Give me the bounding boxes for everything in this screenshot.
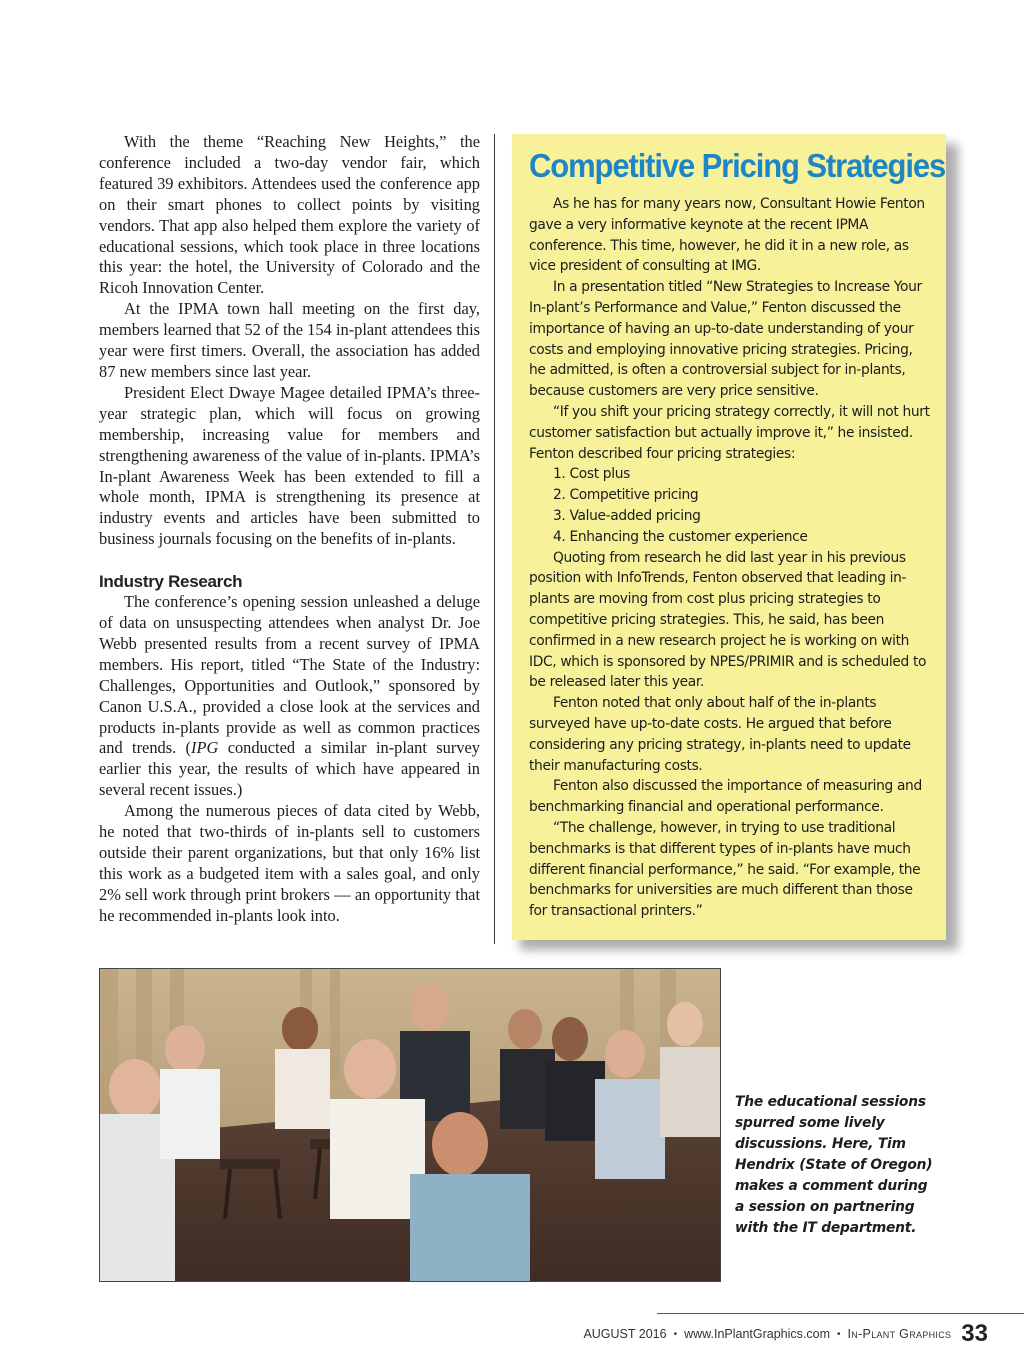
publication-name: In-Plant Graphics (847, 1327, 952, 1341)
conference-photo (99, 968, 721, 1282)
section-heading: Industry Research (99, 572, 243, 592)
left-column (99, 132, 480, 927)
publication-abbrev: IPG (191, 738, 219, 758)
website-url: www.InPlantGraphics.com (684, 1327, 830, 1341)
photo-caption: The educational sessions spurred some lively discussions. Here, Tim Hendrix (State of Oregon) makes a comment during a session on partnering with the IT department. (735, 1094, 933, 1236)
body-text: The conference’s opening session unleashed a deluge of data on unsuspecting attendees when analyst Dr. Joe Webb presented results from a recent survey of IPMA members. His report, titled “The State of the Industry: Challenges, Opportunities and Outlook,” sponsored by Canon U.S.A., provided a close look at the services and products in-plants provide as well as common practices and trends. (99, 592, 480, 758)
photo-illustration (100, 969, 720, 1281)
sidebar-paragraph: Fenton also discussed the importance of measuring and benchmarking financial and operational performance. (529, 778, 922, 816)
sidebar-paragraph: As he has for many years now, Consultant Howie Fenton gave a very informative keynote at the recent IPMA conference. This time, however, he did it in a new role, as vice president of consulting at IMG. (529, 196, 925, 275)
aside-text: ( (176, 738, 192, 758)
strategy-item: 3. Value-added pricing (553, 507, 701, 524)
sidebar-paragraph: In a presentation titled “New Strategies to Increase Your In-plant’s Performance and Value,” Fenton discussed the importance of having an up-to-date understanding of your costs and employing innovative pricing strategies. Pricing, he admitted, is often a controversial subject for in-plants, because customers are very price sensitive. (529, 279, 922, 400)
body-paragraph (99, 592, 480, 801)
body-paragraph: President Elect Dwaye Magee detailed IPMA’s three-year strategic plan, which will focus on growing membership, increasing value for members and strengthening awareness of the value of in-plants. IPMA’s In-plant Awareness Week has been extended to fill a whole month, IPMA is strengthening its presence at industry events and articles have been submitted to business journals focusing on the benefits of in-plants. (99, 382, 480, 549)
page-footer (583, 1320, 988, 1348)
strategy-list (529, 464, 931, 547)
sidebar-box (512, 134, 946, 940)
bullet-separator: • (837, 1329, 841, 1340)
issue-date: AUGUST 2016 (583, 1327, 667, 1341)
page-number: 33 (961, 1320, 988, 1347)
sidebar-title: Competitive Pricing Strategies (529, 147, 946, 184)
sidebar-body (529, 194, 931, 922)
body-paragraph: With the theme “Reaching New Heights,” the conference included a two-day vendor fair, which featured 39 exhibitors. Attendees used the conference app on their smart phones to collect points by visiting vendors. That app also helped them explore the variety of educational sessions, which took place in three locations this year: the hotel, the University of Colorado and the Ricoh Innovation Center. (99, 132, 480, 298)
aside-text: conducted a similar in-plant survey earlier this year, the results of which have appeared in several recent issues.) (99, 738, 480, 800)
sidebar-paragraph: Quoting from research he did last year in his previous position with InfoTrends, Fenton observed that leading in-plants are moving from cost plus pricing strategies to competitive pricing strategies. This, he said, has been confirmed in a new research project he is working on with IDC, which is sponsored by NPES/PRIMIR and is scheduled to be released later this year. (529, 549, 927, 691)
bullet-separator: • (673, 1329, 678, 1340)
strategy-item: 4. Enhancing the customer experience (553, 528, 808, 545)
footer-rule (657, 1313, 1024, 1314)
body-paragraph: At the IPMA town hall meeting on the first day, members learned that 52 of the 154 in-plant attendees this year were first timers. Overall, the association has added 87 new members since last year. (99, 299, 480, 381)
sidebar-paragraph: “If you shift your pricing strategy correctly, it will not hurt customer satisfaction but actually improve it,” he insisted. Fenton described four pricing strategies: (529, 403, 930, 462)
column-divider (494, 134, 495, 944)
strategy-item: 2. Competitive pricing (553, 487, 699, 504)
body-paragraph: Among the numerous pieces of data cited by Webb, he noted that two-thirds of in-plants sell to customers outside their parent organizations, but that only 16% list this work as a budgeted item with a sales goal, and only 2% sell work through print brokers — an opportunity that he recommended in-plants look into. (99, 801, 480, 925)
sidebar-paragraph: “The challenge, however, in trying to use traditional benchmarks is that different types of in-plants have much different financial performance,” he said. “For example, the benchmarks for universities are much different than those for transactional printers.” (529, 819, 921, 920)
strategy-item: 1. Cost plus (553, 466, 630, 483)
sidebar-paragraph: Fenton noted that only about half of the in-plants surveyed have up-to-date costs. He argued that before considering any pricing strategy, in-plants need to update their manufacturing costs. (529, 695, 911, 774)
